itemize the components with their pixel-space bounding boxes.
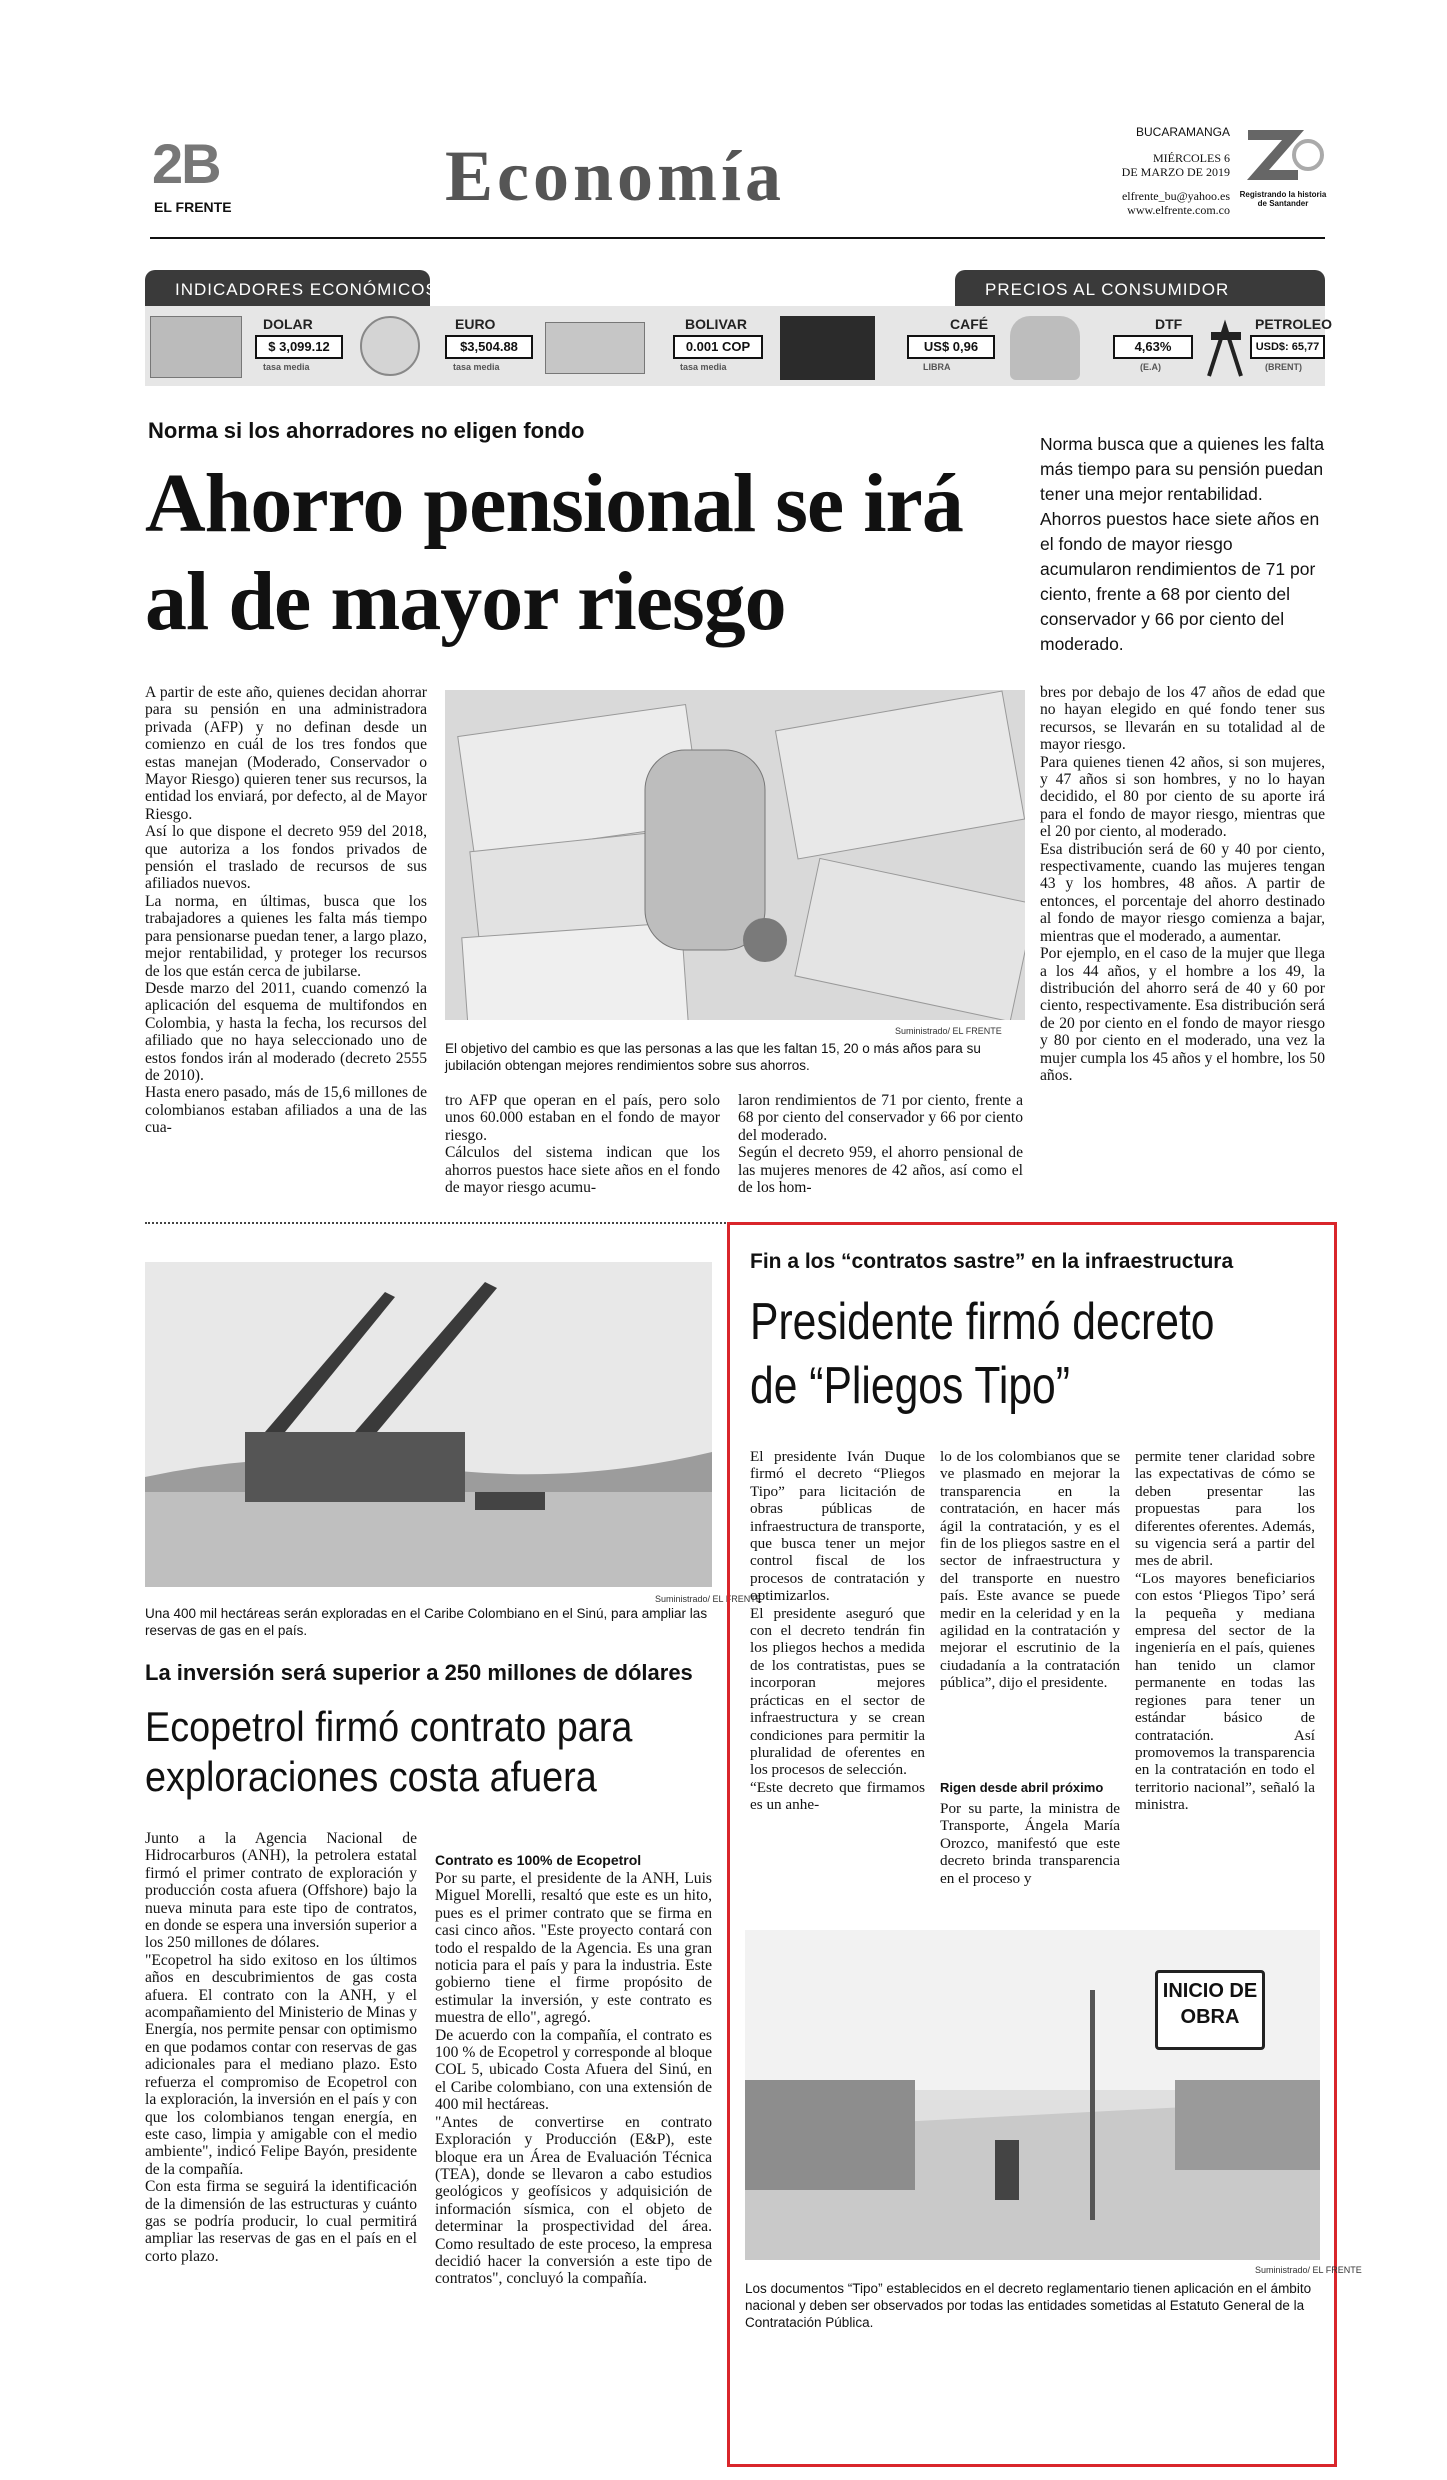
dtf-value: 4,63% [1113,335,1193,359]
email: elfrente_bu@yahoo.es [1121,189,1230,203]
article2-col2: Por su parte, el presidente de la ANH, Luis Miguel Morelli, resaltó que este es un hito, pues es el primer contrato que se firma en casi cinco años. "Este proyecto contará con todo el respaldo de la Agencia. Es una gran noticia para el país y para la industria. Este gobierno tiene el firme propósito de estimular la inversión, y este contrato es muestra de ello", agregó. De acuerdo con la compañía, el contrato es 100 % de Ecopetrol y corresponde al bloque COL 5, ubicado Costa Afuera del Sinú, en el Caribe colombiano, con una extensión de 400 mil hectáreas. "Antes de convertirse en contrato Exploración y Producción (E&P), este bloque era un Área de Evaluación Técnica (TEA), donde se llevaron a cabo estudios geológicos y geofísicos y adquisición de información sísmica, con el objeto de determinar la prospectividad del área. Como resultado de este proceso, la empresa decidió hacer la conversión a este tipo de contratos", concluyó la compañía. [435,1870,712,2288]
anniversary-text: Registrando la historia de Santander [1239,190,1327,208]
article2-headline: Ecopetrol firmó contrato para exploraciones costa afuera [145,1703,633,1800]
construction-photo-credit: Suministrado/ EL FRENTE [1255,2265,1362,2275]
paper-name-small: EL FRENTE [154,199,232,215]
article3-col3: permite tener claridad sobre las expectativas de cómo se deben presentar las propuestas para los diferentes oferentes. Además, su vigencia será a partir del mes de abril. “Los mayores beneficiarios con estos ‘Pliegos Tipo’ será la pequeña y mediana empresa del sector de la ingeniería en el país, quienes han tenido un clamor permanente en todas las regiones para tener un estándar básico de contratación. Así promovemos la transparencia en la contratación en todo el territorio nacional”, señaló la ministra. [1135,1448,1315,1814]
dollar-icon [150,316,242,378]
indicators-title-right: PRECIOS AL CONSUMIDOR [985,280,1230,299]
article3-col1: El presidente Iván Duque firmó el decreto “Pliegos Tipo” para licitación de obras públicas de infraestructura de transporte, que busca tener un mejor control fiscal de los procesos de contratación y optimizarlos. El presidente aseguró que con el decreto tendrán fin los pliegos hechos a medida de los contratistas, pues se incorporan mejores prácticas en el sector de infraestructura y se crean condiciones para permitir la pluralidad de oferentes en los procesos de selección. “Este decreto que firmamos es un anhe- [750,1448,925,1814]
article3-subhead: Rigen desde abril próximo [940,1780,1104,1795]
masthead-rule [150,237,1325,239]
euro-label: EURO [455,316,496,332]
bolivar-sub: tasa media [680,362,727,372]
offshore-rig-photo [145,1262,712,1587]
article1-headline: Ahorro pensional se irá al de mayor riesgo [145,457,963,648]
bolivar-label: BOLIVAR [685,316,747,332]
money-photo-credit: Suministrado/ EL FRENTE [895,1026,1002,1036]
city: BUCARAMANGA [1135,125,1230,139]
article2-subhead: Contrato es 100% de Ecopetrol [435,1852,642,1868]
euro-value: $3,504.88 [445,335,533,359]
bolivar-icon [545,322,645,374]
money-photo-caption: El objetivo del cambio es que las personas a las que les faltan 15, 20 o más años para su jubilación obtengan mejores rendimientos sobre sus ahorros. [445,1041,981,1073]
indicators-title-left: INDICADORES ECONÓMICOS [175,280,438,299]
article3-headline: Presidente firmó decreto de “Pliegos Tipo” [750,1293,1215,1415]
euro-icon [360,316,420,376]
coffee-icon [780,316,875,380]
website: www.elfrente.com.co [1127,203,1230,217]
dtf-sub: (E.A) [1140,362,1161,372]
article1-col4: bres por debajo de los 47 años de edad que no hayan elegido en qué fondo tener sus recursos, se llevarán en su totalidad al de mayor riesgo. Para quienes tienen 42 años, si son mujeres, y 47 años si son hombres, y no lo hayan decidido, el 80 por ciento de su aporte irá para el fondo de mayor riesgo, mientras que el 20 por ciento, al moderado. Esa distribución será de 60 y 40 por ciento, respectivamente, cuando las mujeres tengan 43 y los hombres, 48 años. A partir de entonces, el porcentaje del ahorro destinado al fondo de mayor riesgo comienza a bajar, mientras que el moderado, a aumentar. Por ejemplo, en el caso de la mujer que llega a los 44 años, y el hombre a los 49, la distribución del ahorro será de 40 y 60 por ciento, respectivamente. Esa distribución será de 20 por ciento en el fondo de mayor riesgo y 80 por ciento en el moderado, una vez la mujer cumpla los 45 años y el hombre, los 50 años. [1040,684,1325,1084]
petroleo-sub: (BRENT) [1265,362,1302,372]
cafe-sub: LIBRA [923,362,951,372]
petroleo-value: USD$: 65,77 [1250,335,1325,359]
offshore-photo-credit: Suministrado/ EL FRENTE [655,1594,762,1604]
petroleo-label: PETROLEO [1255,316,1333,332]
dolar-sub: tasa media [263,362,310,372]
article3-col2b: Por su parte, la ministra de Transporte, Ángela María Orozco, manifestó que este decreto brinda transparencia en el proceso y [940,1800,1120,1887]
anniversary-logo [1238,125,1328,215]
indicators-strip [145,270,1333,390]
masthead [150,125,1325,245]
article3-kicker: Fin a los “contratos sastre” en la infraestructura [750,1250,1234,1273]
construction-photo-caption: Los documentos “Tipo” establecidos en el decreto reglamentario tienen aplicación en el ámbito nacional y deben ser observados por todas las entidades sometidas al Estatuto General de la Contratación Pública. [745,2281,1312,2330]
page-number: 2B [152,132,220,195]
article1-col3: laron rendimientos de 71 por ciento, frente a 68 por ciento del conservador y 66 por ciento del moderado. Según el decreto 959, el ahorro pensional de las mujeres menores de 42 años, así como el de los hom- [738,1092,1023,1197]
section-title: Economía [445,136,786,216]
banknotes-illustration [445,690,1025,1020]
dtf-label: DTF [1155,316,1183,332]
dolar-label: DOLAR [263,316,313,332]
cafe-value: US$ 0,96 [907,335,995,359]
money-photo [445,690,1025,1020]
oil-pump-icon [1205,316,1245,380]
article1-col1: A partir de este año, quienes decidan ahorrar para su pensión en una administradora privada (AFP) y no definan desde un comienzo en cuál de los tres fondos que estas manejan (Moderado, Conservador o Mayor Riesgo) quieren tener sus recursos, la entidad los enviará, por defecto, al de Mayor Riesgo. Así lo que dispone el decreto 959 del 2018, que autoriza a los fondos privados de pensión el traslado de recursos de sus afiliados nuevos. La norma, en últimas, busca que los trabajadores a quienes les falta más tiempo para pensionarse puedan tener, a largo plazo, mejor rentabilidad, y proteger los recursos de los que están cerca de jubilarse. Desde marzo del 2011, cuando comenzó la aplicación del esquema de multifondos en Colombia, y hasta la fecha, los recursos del afiliado que no haya seleccionado uno de estos fondos irán al moderado (decreto 2555 de 2010). Hasta enero pasado, más de 15,6 millones de colombianos estaban afiliados a una de las cua- [145,684,427,1137]
dolar-value: $ 3,099.12 [255,335,343,359]
cafe-label: CAFÉ [950,316,989,332]
article1-summary: Norma busca que a quienes les falta más tiempo para su pensión puedan tener una mejor rentabilidad. Ahorros puestos hace siete años en el fondo de mayor riesgo acumularon rendimientos de 71 por ciento, frente a 68 por ciento del conservador y 66 por ciento del moderado. [1040,434,1325,654]
construction-photo [745,1930,1320,2260]
euro-sub: tasa media [453,362,500,372]
article1-col2: tro AFP que operan en el país, pero solo unos 60.000 estaban en el fondo de mayor riesgo. Cálculos del sistema indican que los ahorros puestos hace siete años en el fondo de mayor riesgo acumu- [445,1092,720,1197]
offshore-photo-caption: Una 400 mil hectáreas serán exploradas en el Caribe Colombiano en el Sinú, para ampliar las reservas de gas en el país. [145,1606,708,1638]
article2-col1: Junto a la Agencia Nacional de Hidrocarburos (ANH), la petrolera estatal firmó el primer contrato de exploración y producción costa afuera (Offshore) bajo la nueva minuta para este tipo de contratos, en donde se espera una inversión superior a los 250 millones de dólares. "Ecopetrol ha sido exitoso en los últimos años en descubrimientos de gas costa afuera. El contrato con la ANH, y el acompañamiento del Ministerio de Minas y Energía, nos permite pensar con optimismo en que podamos contar con reservas de gas adicionales para el mediano plazo. Esto refuerza el compromiso de Ecopetrol con la exploración, la inversión en el país y con que los colombianos tengan energía, en este caso, limpia y amigable con el medio ambiente", indicó Felipe Bayón, presidente de la compañía. Con esta firma se seguirá la identificación de la dimensión de las estructuras y cuánto gas se podría producir, lo cual permitirá ampliar las reservas de gas en el país en el corto plazo. [145,1830,417,2265]
article1-kicker: Norma si los ahorradores no eligen fondo [148,418,585,443]
bolivar-value: 0.001 COP [673,335,763,359]
rig-illustration [145,1262,712,1587]
dtf-icon [1010,316,1080,380]
article3-col2: lo de los colombianos que se ve plasmado en mejorar la transparencia en la contratación, en hacer más ágil la contratación, y es el fin de los pliegos sastre en el sector de infraestructura y del transporte en nuestro país. Este avance se puede medir en la celeridad y en la agilidad en la contratación y mejorar el escrutinio de la ciudadanía a la contratación pública”, dijo el presidente. [940,1448,1120,1692]
obra-sign-text: INICIO DE OBRA [1162,1980,1258,2028]
date: MIÉRCOLES 6 DE MARZO DE 2019 [1121,151,1230,179]
article2-kicker: La inversión será superior a 250 millones de dólares [145,1660,693,1685]
